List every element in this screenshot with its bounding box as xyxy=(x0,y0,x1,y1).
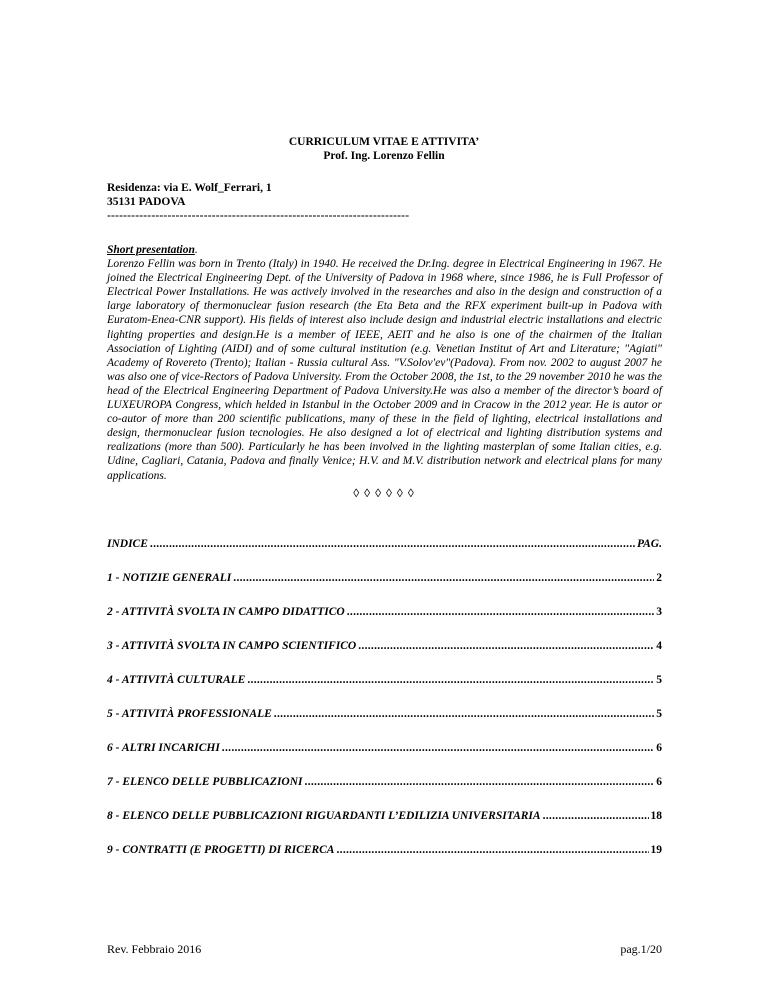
toc-entry-8[interactable] xyxy=(107,810,662,824)
dot-leader xyxy=(336,844,648,856)
dot-leader xyxy=(222,742,654,754)
toc-entry-6[interactable] xyxy=(107,742,662,756)
toc-entry-title: 5 - ATTIVITÀ PROFESSIONALE xyxy=(107,708,272,720)
footer-revision: Rev. Febbraio 2016 xyxy=(107,942,202,956)
title-block xyxy=(0,135,768,163)
toc-entry-page: 6 xyxy=(656,742,662,754)
toc-entry-title: 8 - ELENCO DELLE PUBBLICAZIONI RIGUARDANTI L’EDILIZIA UNIVERSITARIA xyxy=(107,810,541,822)
document-title: CURRICULUM VITAE E ATTIVITA’ xyxy=(288,136,480,148)
separator-line: --------------------------------------------------------------------------- xyxy=(107,210,410,222)
toc-entry-title: 3 - ATTIVITÀ SVOLTA IN CAMPO SCIENTIFICO xyxy=(107,640,357,652)
toc-entry-3[interactable] xyxy=(107,640,662,654)
toc-entry-7[interactable] xyxy=(107,776,662,790)
dot-leader xyxy=(305,776,655,788)
index-page-label: PAG. xyxy=(636,538,662,550)
short-presentation-body: Lorenzo Fellin was born in Trento (Italy) in 1940. He received the Dr.Ing. degree in Electrical Engineering in 1967. He joined the Electrical Engineering Dept. of the University of Padova in 1968 where, since 1986, he is Full Professor of Electrical Power Installations. He was actively involved in the researches and also in the design and construction of a large laboratory of thermonuclear fusion research (the Eta Beta and the RFX experiment built-up in Padova with Euratom-Enea-CNR support). His fields of interest also include design and industrial electric installations and electric lighting properties and design.He is a member of IEEE, AEIT and he also is one of the chairmen of the Italian Association of Lighting (AIDI) and of some cultural institution (e.g. Venetian Institut of Art and Literature; "Agiati" Academy of Rovereto (Trento); Italian - Russia cultural Ass. "V.Solov'ev"(Padova). From nov. 2002 to august 2007 he was also one of vice-Rectors of Padova University. From the October 2008, the 1st, to the 29 november 2010 he was the head of the Electrical Engineering Department of Padova University.He was also a member of the director’s board of LUXEUROPA Congress, which helded in Istanbul in the October 2009 and in Cracow in the 2012 year. He is autor or co-autor of more than 200 scientific publications, many of these in the field of lighting, electrical installations and design, thermonuclear fusion tecnologies. He also designed a lot of electrical and lighting distribution systems and realizations (more than 500). Particularly he has been involved in the lighting masterplan of some Italian cities, e.g. Udine, Cagliari, Catania, Padova and finally Venice; H.V. and M.V. distribution network and electrical plans for many applications. xyxy=(107,258,662,482)
index-header-row xyxy=(107,538,662,552)
short-presentation-heading: Short presentation xyxy=(107,244,195,256)
toc-entry-page: 3 xyxy=(656,606,662,618)
index-label: INDICE xyxy=(107,538,148,550)
toc-entry-title: 7 - ELENCO DELLE PUBBLICAZIONI xyxy=(107,776,303,788)
toc-entry-title: 2 - ATTIVITÀ SVOLTA IN CAMPO DIDATTICO xyxy=(107,606,345,618)
toc-entry-title: 9 - CONTRATTI (E PROGETTI) DI RICERCA xyxy=(107,844,335,856)
toc-entry-title: 4 - ATTIVITÀ CULTURALE xyxy=(107,674,246,686)
heading-punctuation: . xyxy=(194,244,198,256)
dot-leader xyxy=(358,640,654,652)
toc-entry-page: 4 xyxy=(656,640,662,652)
author-name: Prof. Ing. Lorenzo Fellin xyxy=(323,150,445,162)
toc-entry-page: 18 xyxy=(650,810,662,822)
toc-entry-page: 5 xyxy=(656,708,662,720)
toc-entry-title: 1 - NOTIZIE GENERALI xyxy=(107,572,232,584)
address-street: Residenza: via E. Wolf_Ferrari, 1 xyxy=(107,182,272,194)
address-block xyxy=(107,181,409,223)
toc-entry-4[interactable] xyxy=(107,674,662,688)
dot-leader xyxy=(247,674,654,686)
dot-leader xyxy=(150,538,635,550)
toc-entry-1[interactable] xyxy=(107,572,662,586)
footer-page-number: pag.1/20 xyxy=(620,942,662,956)
dot-leader xyxy=(274,708,654,720)
dot-leader xyxy=(233,572,654,584)
dot-leader xyxy=(347,606,655,618)
toc-entry-title: 6 - ALTRI INCARICHI xyxy=(107,742,220,754)
toc-entry-9[interactable] xyxy=(107,844,662,858)
address-city: 35131 PADOVA xyxy=(107,196,186,208)
dot-leader xyxy=(543,810,649,822)
toc-entry-page: 2 xyxy=(656,572,662,584)
toc-entry-page: 5 xyxy=(656,674,662,686)
toc-entry-page: 6 xyxy=(656,776,662,788)
toc-entry-page: 19 xyxy=(650,844,662,856)
diamond-divider: ◊ ◊ ◊ ◊ ◊ ◊ xyxy=(353,486,415,500)
toc-entry-2[interactable] xyxy=(107,606,662,620)
short-presentation xyxy=(107,243,662,483)
toc-entry-5[interactable] xyxy=(107,708,662,722)
